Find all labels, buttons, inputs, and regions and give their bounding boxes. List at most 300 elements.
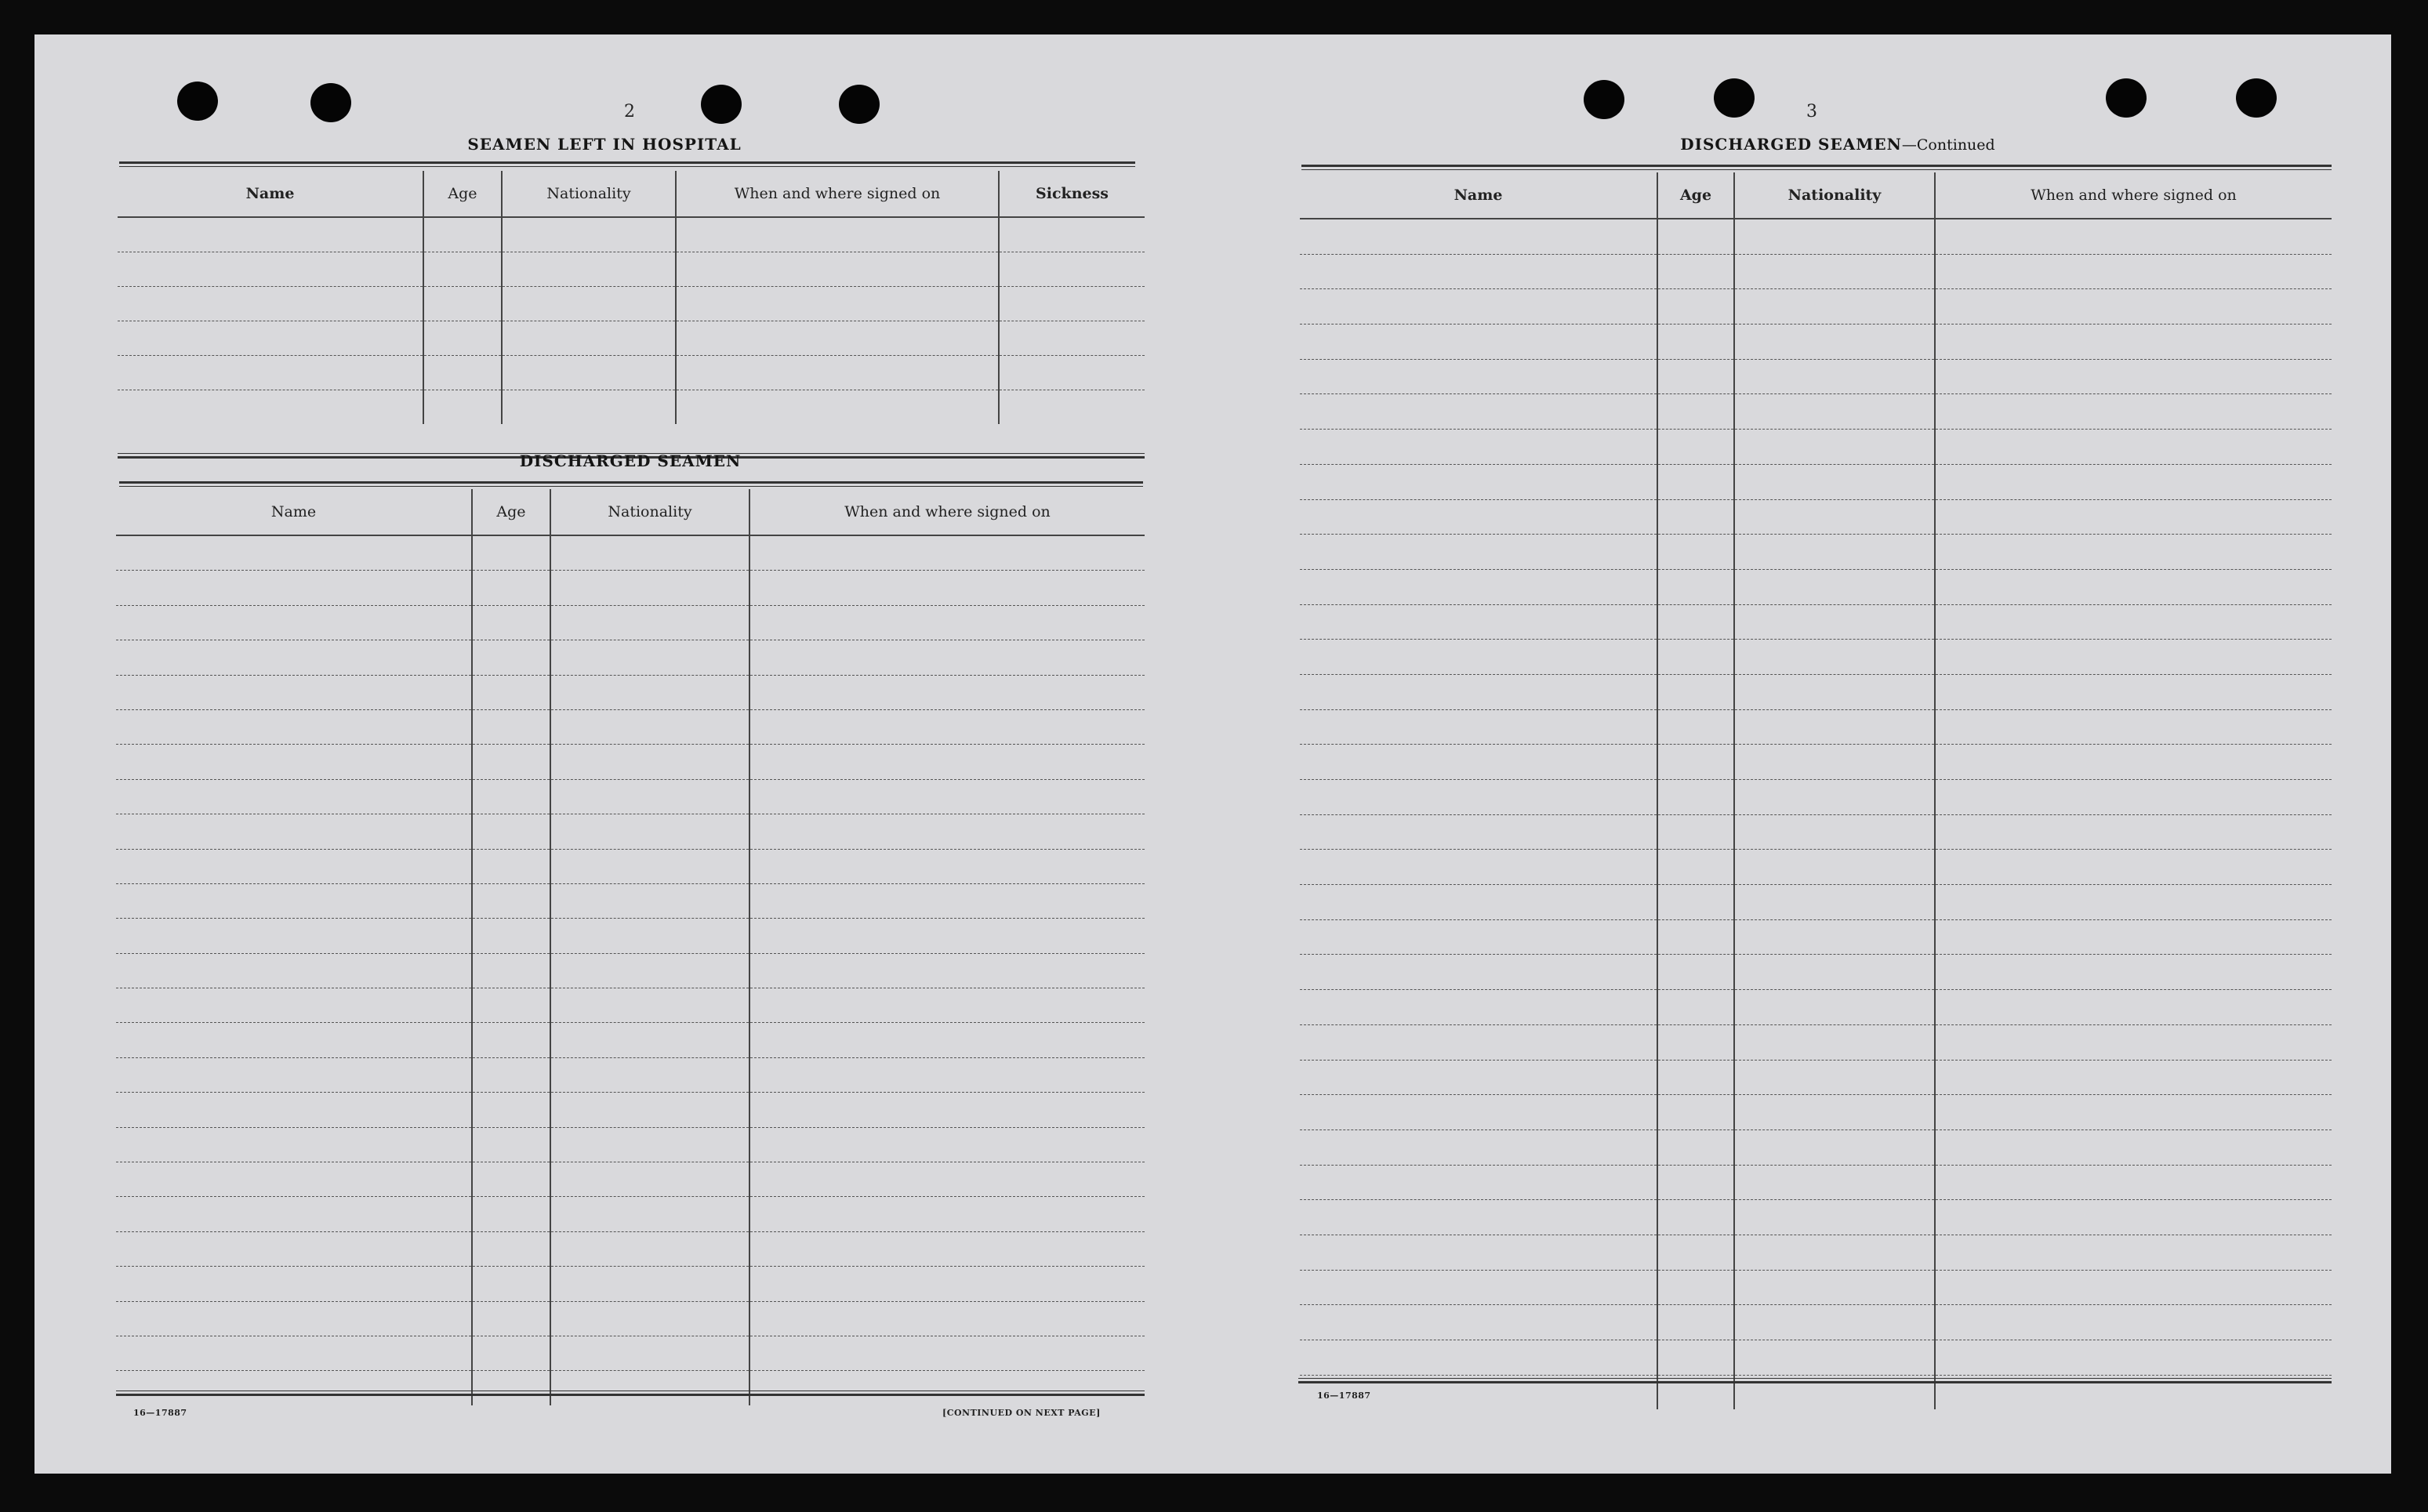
blank-cell: [116, 571, 472, 605]
blank-cell: [116, 1057, 472, 1092]
blank-cell: [1734, 325, 1935, 360]
blank-cell: [1300, 919, 1657, 955]
column-header-name: Name: [1300, 172, 1657, 219]
table-row: [1300, 1270, 2332, 1305]
blank-cell: [1657, 1165, 1734, 1200]
blank-cell: [1657, 745, 1734, 780]
blank-cell: [116, 1336, 472, 1370]
table-row: [1300, 1340, 2332, 1376]
blank-cell: [1300, 359, 1657, 394]
discharged-title-main: DISCHARGED SEAMEN: [1680, 135, 1902, 154]
blank-cell: [1300, 325, 1657, 360]
table-row: [1300, 569, 2332, 604]
blank-cell: [550, 1197, 749, 1231]
column-header-signed-on: When and where signed on: [749, 489, 1145, 535]
blank-cell: [472, 849, 550, 883]
blank-cell: [1935, 640, 2332, 675]
table-row: [118, 390, 1145, 425]
blank-cell: [749, 571, 1145, 605]
table-row: [1300, 745, 2332, 780]
blank-cell: [1935, 394, 2332, 430]
blank-cell: [1734, 499, 1935, 535]
blank-cell: [1935, 1060, 2332, 1095]
blank-cell: [1734, 464, 1935, 499]
column-header-signed-on: When and where signed on: [676, 171, 999, 217]
table-row: [1300, 1095, 2332, 1130]
blank-cell: [116, 919, 472, 953]
blank-cell: [676, 356, 999, 390]
blank-cell: [472, 1057, 550, 1092]
blank-cell: [749, 535, 1145, 571]
blank-cell: [472, 1336, 550, 1370]
blank-cell: [1935, 535, 2332, 570]
blank-cell: [116, 1093, 472, 1127]
table-row: [1300, 850, 2332, 885]
blank-cell: [749, 1093, 1145, 1127]
blank-cell: [1935, 1200, 2332, 1235]
blank-cell: [423, 356, 502, 390]
blank-cell: [1300, 1235, 1657, 1270]
blank-cell: [749, 709, 1145, 744]
blank-cell: [550, 849, 749, 883]
blank-cell: [1300, 499, 1657, 535]
blank-cell: [1734, 990, 1935, 1025]
discharged-bottom-rule-left: [116, 1391, 1145, 1396]
blank-cell: [1300, 289, 1657, 325]
blank-cell: [472, 814, 550, 849]
table-row: [1300, 674, 2332, 709]
blank-cell: [472, 1162, 550, 1197]
table-row: [1300, 1165, 2332, 1200]
blank-cell: [749, 1023, 1145, 1057]
table-row: [116, 919, 1145, 953]
blank-cell: [749, 779, 1145, 814]
blank-cell: [1657, 919, 1734, 955]
blank-cell: [749, 1057, 1145, 1092]
blank-cell: [1300, 430, 1657, 465]
blank-cell: [1935, 1095, 2332, 1130]
blank-cell: [1734, 254, 1935, 289]
blank-cell: [116, 883, 472, 918]
blank-cell: [1734, 1270, 1935, 1305]
blank-cell: [502, 252, 676, 287]
table-row: [1300, 604, 2332, 640]
blank-cell: [550, 779, 749, 814]
blank-cell: [550, 1023, 749, 1057]
blank-cell: [116, 709, 472, 744]
blank-cell: [749, 1127, 1145, 1162]
blank-cell: [1657, 254, 1734, 289]
blank-cell: [472, 1231, 550, 1266]
blank-cell: [1935, 1129, 2332, 1165]
table-row: [116, 1336, 1145, 1370]
blank-cell: [116, 675, 472, 709]
blank-cell: [1300, 640, 1657, 675]
blank-cell: [676, 321, 999, 356]
right-bottom-rule: [1298, 1378, 2332, 1383]
blank-cell: [550, 535, 749, 571]
blank-cell: [676, 217, 999, 252]
blank-cell: [116, 1023, 472, 1057]
blank-cell: [1935, 219, 2332, 254]
table-row: [116, 953, 1145, 988]
blank-cell: [1734, 1060, 1935, 1095]
discharged-continued-title: [1305, 135, 2371, 154]
column-header-age: Age: [423, 171, 502, 217]
blank-cell: [550, 605, 749, 640]
blank-cell: [472, 919, 550, 953]
table-row: [116, 571, 1145, 605]
blank-cell: [1734, 745, 1935, 780]
blank-cell: [1300, 569, 1657, 604]
blank-cell: [1734, 569, 1935, 604]
blank-cell: [550, 1371, 749, 1405]
blank-cell: [1935, 1235, 2332, 1270]
blank-cell: [1734, 709, 1935, 745]
table-row: [118, 217, 1145, 252]
table-row: [116, 535, 1145, 571]
blank-cell: [472, 1301, 550, 1336]
table-row: [116, 814, 1145, 849]
blank-cell: [502, 321, 676, 356]
table-row: [118, 252, 1145, 287]
blank-cell: [472, 988, 550, 1023]
blank-cell: [116, 605, 472, 640]
discharged-section-title: DISCHARGED SEAMEN: [519, 451, 742, 470]
table-row: [1300, 430, 2332, 465]
punch-hole: [1714, 78, 1755, 118]
blank-cell: [676, 252, 999, 287]
blank-cell: [1657, 1305, 1734, 1340]
blank-cell: [1300, 1305, 1657, 1340]
blank-cell: [472, 1093, 550, 1127]
blank-cell: [1300, 535, 1657, 570]
blank-cell: [1657, 1200, 1734, 1235]
blank-cell: [1935, 919, 2332, 955]
blank-cell: [749, 745, 1145, 779]
blank-cell: [1657, 219, 1734, 254]
table-row: [1300, 919, 2332, 955]
discharged-rows-right: [1300, 219, 2332, 1409]
blank-cell: [423, 390, 502, 425]
blank-cell: [1300, 1165, 1657, 1200]
blank-cell: [472, 745, 550, 779]
table-row: [116, 605, 1145, 640]
blank-cell: [1300, 394, 1657, 430]
table-row: [116, 1093, 1145, 1127]
blank-cell: [118, 356, 423, 390]
blank-cell: [1657, 885, 1734, 920]
blank-cell: [1300, 709, 1657, 745]
blank-cell: [1734, 955, 1935, 990]
blank-cell: [1657, 394, 1734, 430]
blank-cell: [1657, 1235, 1734, 1270]
table-row: [116, 1371, 1145, 1405]
blank-cell: [1657, 569, 1734, 604]
blank-cell: [1300, 850, 1657, 885]
blank-cell: [1935, 990, 2332, 1025]
discharged-table-left: [116, 489, 1145, 1405]
blank-cell: [1300, 814, 1657, 850]
blank-cell: [1935, 1340, 2332, 1376]
table-row: [116, 1127, 1145, 1162]
discharged-rows-left: [116, 535, 1145, 1405]
blank-cell: [749, 1371, 1145, 1405]
table-row: [1300, 219, 2332, 254]
blank-cell: [472, 1197, 550, 1231]
blank-cell: [116, 535, 472, 571]
punch-hole: [2236, 78, 2277, 118]
blank-cell: [1300, 1095, 1657, 1130]
blank-cell: [472, 1127, 550, 1162]
blank-cell: [1935, 430, 2332, 465]
page-number-left: 2: [624, 102, 635, 121]
hospital-header-row: [118, 171, 1145, 217]
blank-cell: [1734, 359, 1935, 394]
blank-cell: [999, 252, 1145, 287]
blank-cell: [550, 640, 749, 675]
blank-cell: [1300, 1340, 1657, 1376]
column-header-nationality: Nationality: [550, 489, 749, 535]
blank-cell: [550, 953, 749, 988]
table-row: [116, 988, 1145, 1023]
hospital-rows: [118, 217, 1145, 424]
blank-cell: [1734, 1165, 1935, 1200]
blank-cell: [1734, 430, 1935, 465]
table-row: [1300, 709, 2332, 745]
blank-cell: [749, 1336, 1145, 1370]
discharged-table-right: [1300, 172, 2332, 1409]
punch-hole: [310, 83, 351, 122]
blank-cell: [749, 1301, 1145, 1336]
table-row: [1300, 394, 2332, 430]
blank-cell: [1935, 254, 2332, 289]
blank-cell: [1657, 289, 1734, 325]
blank-cell: [1657, 640, 1734, 675]
blank-cell: [749, 919, 1145, 953]
blank-cell: [550, 1267, 749, 1301]
blank-cell: [423, 217, 502, 252]
blank-cell: [1935, 1270, 2332, 1305]
blank-cell: [1734, 604, 1935, 640]
table-row: [1300, 289, 2332, 325]
discharged-continued-header-row: [1300, 172, 2332, 219]
blank-cell: [116, 1197, 472, 1231]
blank-cell: [1734, 640, 1935, 675]
blank-cell: [1300, 745, 1657, 780]
table-row: [116, 709, 1145, 744]
blank-cell: [118, 321, 423, 356]
blank-cell: [1734, 535, 1935, 570]
blank-cell: [116, 640, 472, 675]
blank-cell: [1734, 919, 1935, 955]
blank-cell: [550, 1162, 749, 1197]
blank-cell: [1734, 1200, 1935, 1235]
punch-hole: [1584, 80, 1624, 119]
blank-cell: [749, 1162, 1145, 1197]
blank-cell: [999, 390, 1145, 425]
blank-cell: [550, 814, 749, 849]
table-row: [1300, 254, 2332, 289]
blank-cell: [1935, 325, 2332, 360]
blank-cell: [1935, 289, 2332, 325]
blank-cell: [116, 1127, 472, 1162]
blank-cell: [472, 675, 550, 709]
column-header-age: Age: [1657, 172, 1734, 219]
blank-cell: [1935, 499, 2332, 535]
blank-cell: [749, 1231, 1145, 1266]
blank-cell: [749, 675, 1145, 709]
blank-cell: [550, 1231, 749, 1266]
blank-cell: [1935, 604, 2332, 640]
blank-cell: [118, 252, 423, 287]
table-row: [116, 1267, 1145, 1301]
blank-cell: [472, 1023, 550, 1057]
blank-cell: [116, 1162, 472, 1197]
blank-cell: [550, 988, 749, 1023]
blank-cell: [472, 953, 550, 988]
blank-cell: [472, 883, 550, 918]
table-row: [1300, 325, 2332, 360]
blank-cell: [749, 988, 1145, 1023]
blank-cell: [1300, 955, 1657, 990]
blank-cell: [1734, 814, 1935, 850]
table-row: [1300, 1129, 2332, 1165]
blank-cell: [1657, 850, 1734, 885]
blank-cell: [1300, 1200, 1657, 1235]
column-header-signed-on: When and where signed on: [1935, 172, 2332, 219]
blank-cell: [116, 745, 472, 779]
blank-cell: [1657, 674, 1734, 709]
column-header-nationality: Nationality: [1734, 172, 1935, 219]
hospital-top-rule: [119, 161, 1135, 167]
blank-cell: [1300, 604, 1657, 640]
blank-cell: [116, 1267, 472, 1301]
blank-cell: [1300, 254, 1657, 289]
page-number-right: 3: [1806, 102, 1817, 121]
blank-cell: [1657, 464, 1734, 499]
blank-cell: [1657, 955, 1734, 990]
document-sheet: [34, 34, 2391, 1474]
blank-cell: [1657, 1024, 1734, 1060]
blank-cell: [472, 1371, 550, 1405]
table-row: [1300, 955, 2332, 990]
blank-cell: [1734, 394, 1935, 430]
blank-cell: [1300, 990, 1657, 1025]
blank-cell: [1657, 990, 1734, 1025]
blank-cell: [550, 1057, 749, 1092]
table-row: [1300, 535, 2332, 570]
table-row: [116, 1231, 1145, 1266]
table-row: [116, 779, 1145, 814]
blank-cell: [1300, 674, 1657, 709]
blank-cell: [1734, 1305, 1935, 1340]
blank-cell: [676, 287, 999, 321]
blank-cell: [999, 217, 1145, 252]
blank-cell: [749, 1267, 1145, 1301]
blank-cell: [1657, 780, 1734, 815]
blank-cell: [1657, 814, 1734, 850]
continued-note: [CONTINUED ON NEXT PAGE]: [942, 1408, 1101, 1418]
blank-cell: [1657, 1270, 1734, 1305]
table-row: [1300, 780, 2332, 815]
column-header-age: Age: [472, 489, 550, 535]
blank-cell: [116, 1371, 472, 1405]
blank-cell: [472, 535, 550, 571]
column-header-nationality: Nationality: [502, 171, 676, 217]
table-row: [116, 1162, 1145, 1197]
punch-hole: [177, 82, 218, 121]
blank-cell: [999, 321, 1145, 356]
blank-cell: [1935, 955, 2332, 990]
blank-cell: [1935, 569, 2332, 604]
blank-cell: [1300, 1129, 1657, 1165]
table-row: [1300, 1060, 2332, 1095]
right-top-rule: [1301, 165, 2332, 170]
blank-cell: [118, 287, 423, 321]
table-row: [118, 356, 1145, 390]
blank-cell: [1734, 1024, 1935, 1060]
blank-cell: [1935, 1305, 2332, 1340]
blank-cell: [749, 883, 1145, 918]
blank-cell: [118, 217, 423, 252]
blank-cell: [472, 1267, 550, 1301]
table-row: [1300, 814, 2332, 850]
table-row: [116, 849, 1145, 883]
blank-cell: [1935, 464, 2332, 499]
blank-cell: [1734, 219, 1935, 254]
blank-cell: [472, 571, 550, 605]
blank-cell: [1935, 709, 2332, 745]
discharged-top-rule: [119, 481, 1143, 487]
blank-cell: [502, 390, 676, 425]
blank-cell: [1935, 359, 2332, 394]
table-row: [118, 321, 1145, 356]
blank-cell: [423, 321, 502, 356]
blank-cell: [550, 1127, 749, 1162]
blank-cell: [1300, 1270, 1657, 1305]
blank-cell: [1935, 850, 2332, 885]
table-row: [1300, 990, 2332, 1025]
blank-cell: [116, 779, 472, 814]
hospital-table: [118, 171, 1145, 424]
table-row: [116, 1197, 1145, 1231]
blank-cell: [1734, 850, 1935, 885]
blank-cell: [550, 571, 749, 605]
blank-cell: [1657, 430, 1734, 465]
blank-cell: [1300, 780, 1657, 815]
blank-cell: [1734, 674, 1935, 709]
blank-cell: [1300, 1060, 1657, 1095]
blank-cell: [1734, 1235, 1935, 1270]
blank-cell: [749, 640, 1145, 675]
discharged-title-suffix: —Continued: [1901, 136, 1995, 154]
table-row: [116, 1301, 1145, 1336]
column-header-name: Name: [118, 171, 423, 217]
blank-cell: [1734, 1129, 1935, 1165]
blank-cell: [116, 849, 472, 883]
blank-cell: [749, 1197, 1145, 1231]
blank-cell: [1657, 709, 1734, 745]
blank-cell: [749, 849, 1145, 883]
blank-cell: [749, 814, 1145, 849]
blank-cell: [502, 356, 676, 390]
blank-cell: [472, 709, 550, 744]
blank-cell: [749, 605, 1145, 640]
blank-cell: [550, 1301, 749, 1336]
blank-cell: [1657, 499, 1734, 535]
table-row: [1300, 464, 2332, 499]
